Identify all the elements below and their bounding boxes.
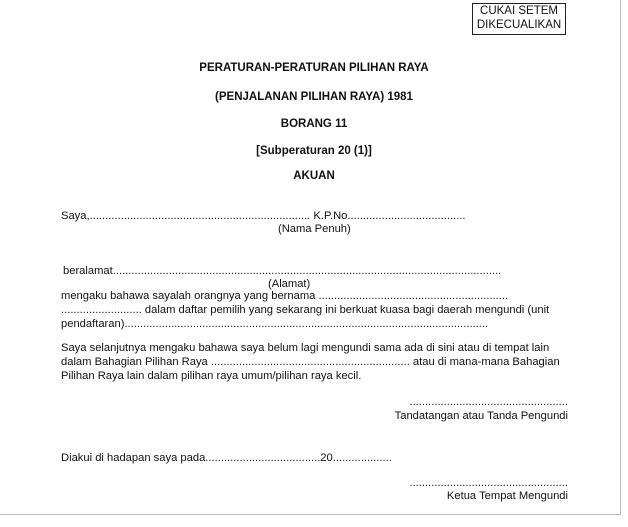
register-line: .......................... dalam daftar pemilih yang sekarang ini berkuat kuasa bagi daerah mengundi (unit xyxy=(61,304,550,316)
stamp-line-2: DIKECUALIKAN xyxy=(476,19,562,31)
witness-date-line: Diakui di hadapan saya pada.....................................20................... xyxy=(61,452,392,464)
document-title: PERATURAN-PERATURAN PILIHAN RAYA xyxy=(199,62,429,74)
declaration-para-line-1: Saya selanjutnya mengaku bahawa saya belum lagi mengundi sama ada di sini atau di tempat lain xyxy=(61,342,550,354)
declaration-para-line-3: Pilihan Raya lain dalam pilihan raya umum/pilihan raya kecil. xyxy=(61,370,362,382)
presiding-officer-caption: Ketua Tempat Mengundi xyxy=(446,490,568,502)
subregulation-reference: [Subperaturan 20 (1)] xyxy=(256,145,372,157)
document-subtitle: (PENJALANAN PILIHAN RAYA) 1981 xyxy=(215,91,413,103)
stamp-line-1: CUKAI SETEM xyxy=(480,5,558,17)
name-caption: (Nama Penuh) xyxy=(278,223,351,235)
form-number: BORANG 11 xyxy=(280,118,348,130)
name-ic-line: Saya,....................................................................... K.P.No...................................... xyxy=(61,210,466,222)
voter-signature-caption: Tandatangan atau Tanda Pengundi xyxy=(394,410,568,422)
stamp-duty-box xyxy=(472,3,566,35)
voter-signature-line: ................................................... xyxy=(409,396,568,408)
voter-name-line: mengaku bahawa sayalah orangnya yang bernama ............................................................. xyxy=(61,290,509,302)
address-caption: (Alamat) xyxy=(268,278,311,290)
polling-district-line: pendaftaran)..................................................................................................................... xyxy=(61,318,489,330)
address-line: beralamat............................................................................................................................. xyxy=(63,265,502,277)
declaration-heading: AKUAN xyxy=(293,170,335,182)
presiding-officer-signature-line: ................................................... xyxy=(409,477,568,489)
declaration-para-line-2: dalam Bahagian Pilihan Raya ................................................................ atau di mana-mana Bahagian xyxy=(61,356,560,368)
